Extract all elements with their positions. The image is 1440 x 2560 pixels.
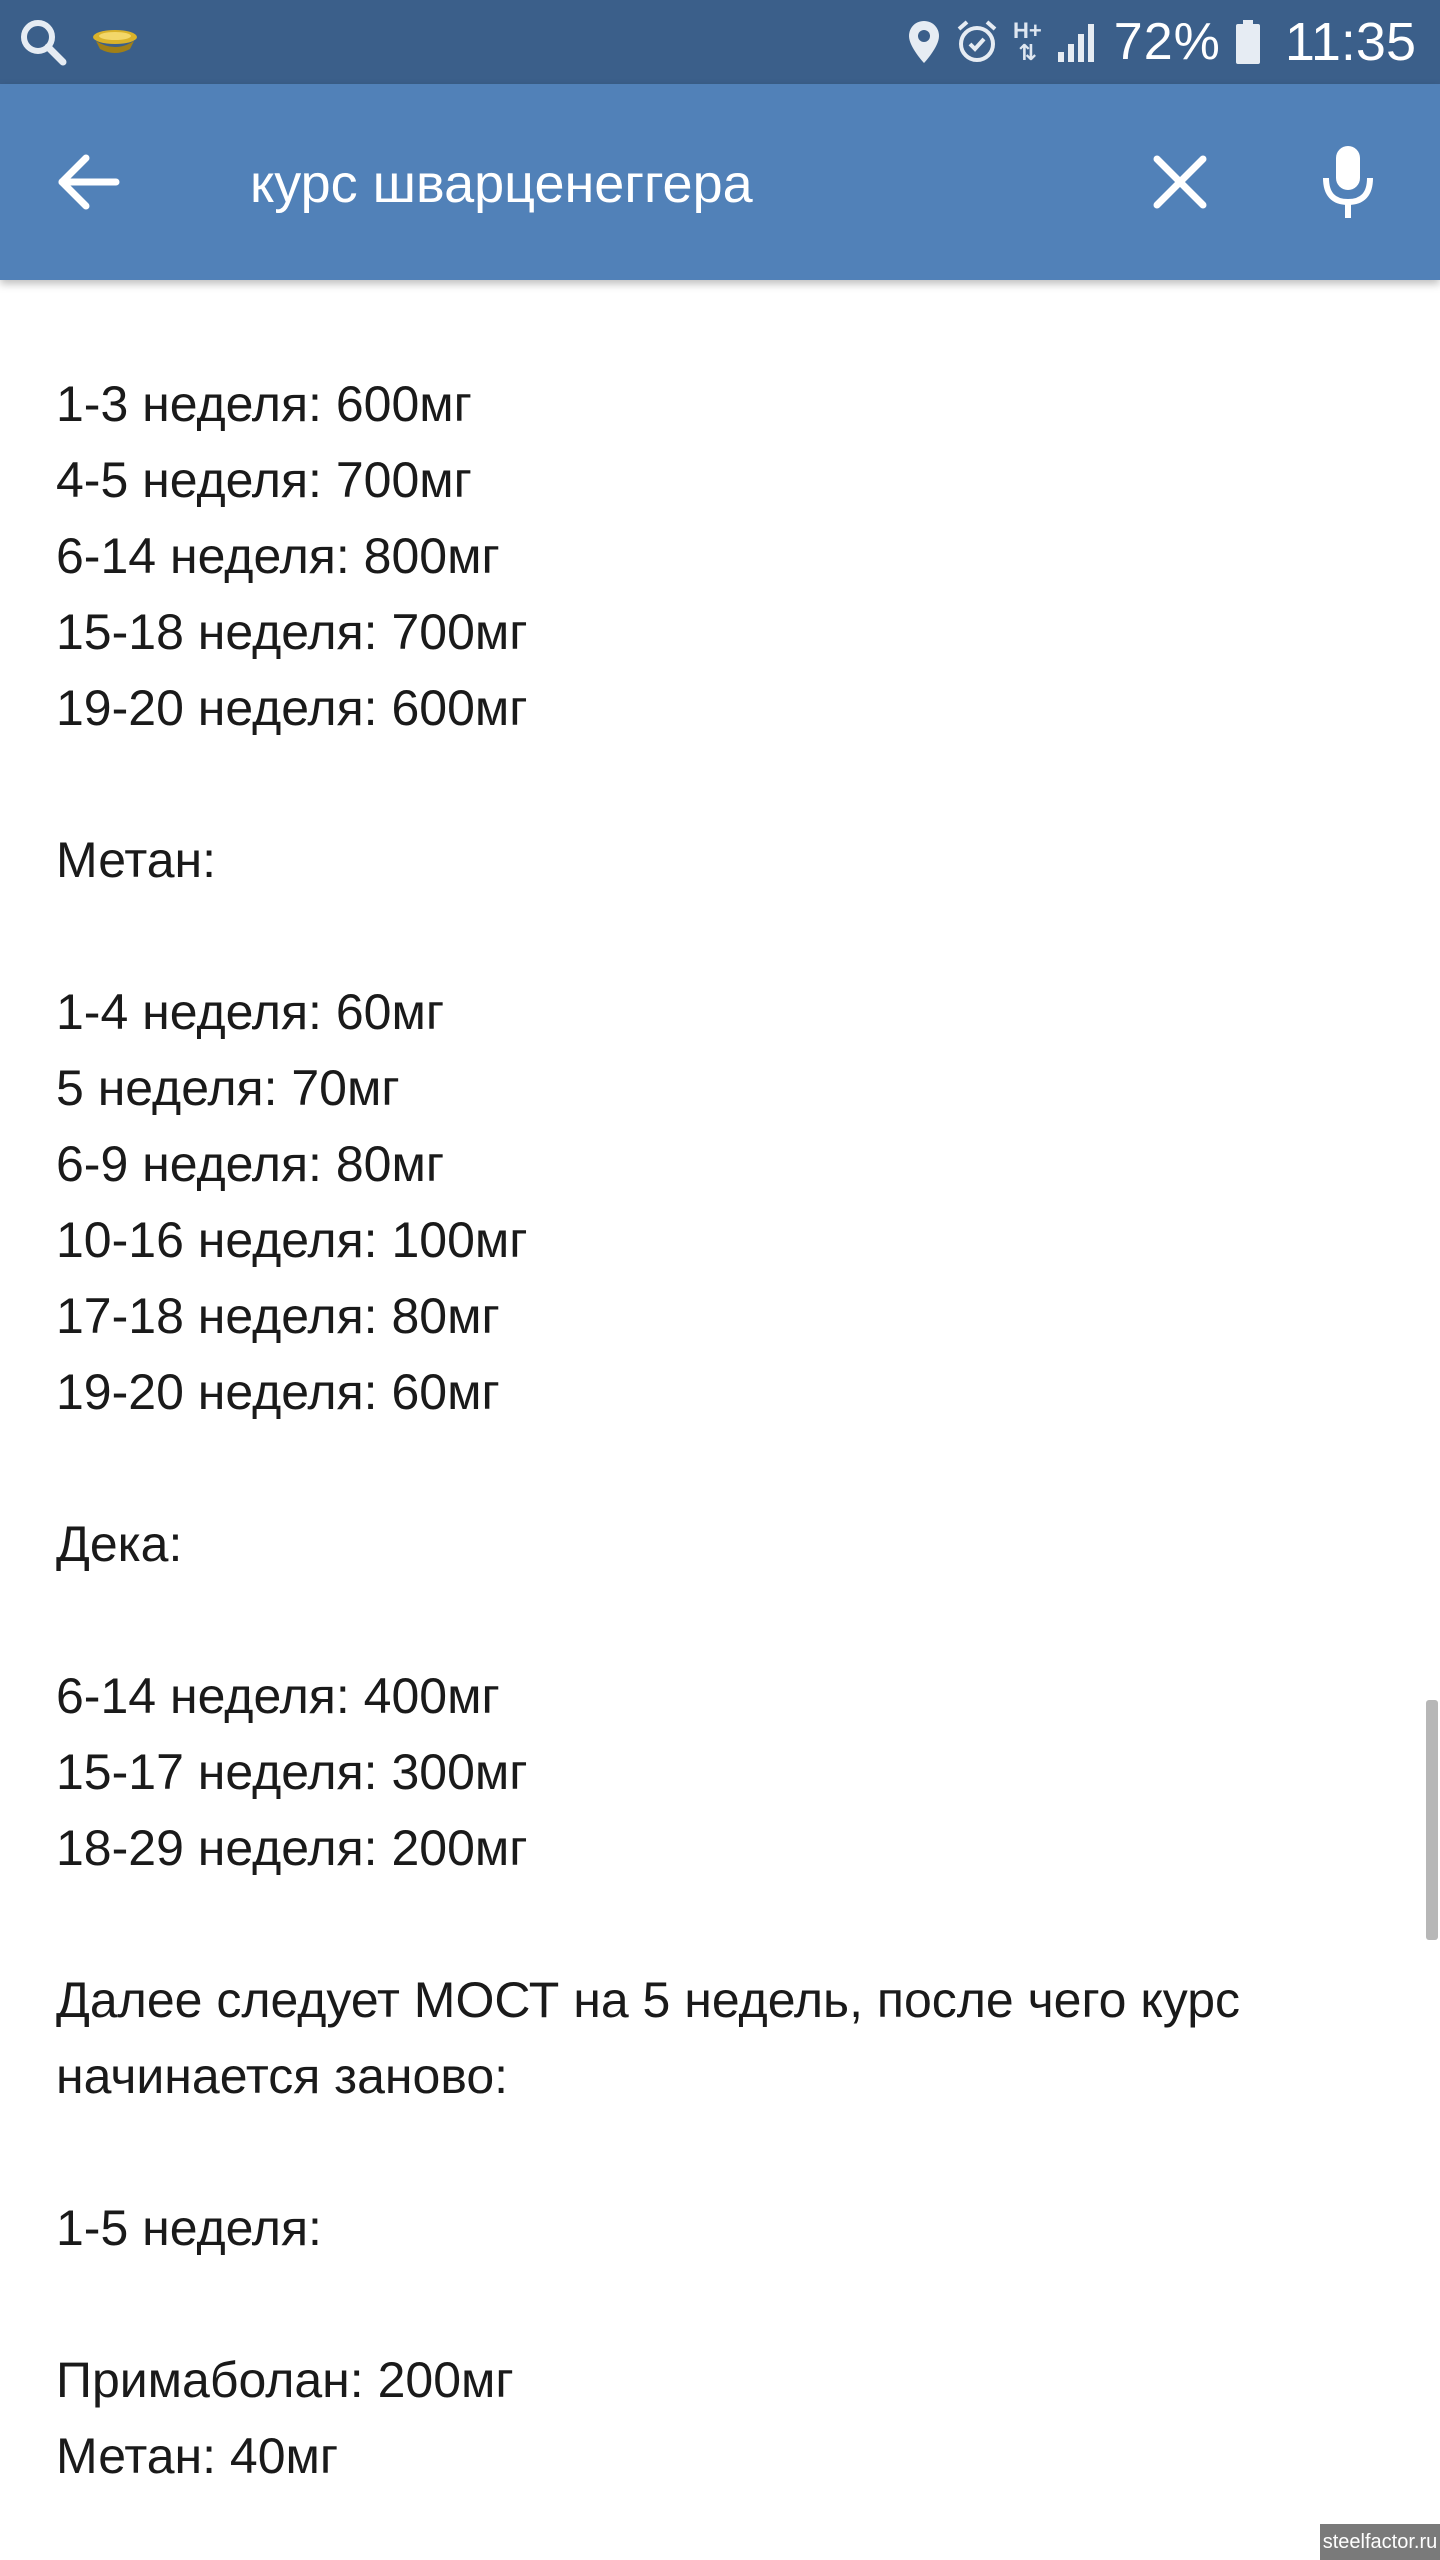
text-line: 1-5 неделя: <box>56 2200 322 2256</box>
battery-icon <box>1235 19 1261 65</box>
signal-icon <box>1056 20 1100 64</box>
text-line: 1-3 неделя: 600мг <box>56 376 472 432</box>
text-line: 15-17 неделя: 300мг <box>56 1744 528 1800</box>
text-line: 6-14 неделя: 400мг <box>56 1668 500 1724</box>
status-bar <box>0 0 1440 84</box>
text-line: 19-20 неделя: 600мг <box>56 680 528 736</box>
network-type-text: H+ <box>1013 18 1042 43</box>
alarm-icon <box>955 19 999 65</box>
text-line: 17-18 неделя: 80мг <box>56 1288 500 1344</box>
text-line: 18-29 неделя: 200мг <box>56 1820 528 1876</box>
text-line: 15-18 неделя: 700мг <box>56 604 528 660</box>
back-arrow-icon[interactable] <box>48 142 128 222</box>
text-line: 6-14 неделя: 800мг <box>56 528 500 584</box>
network-type-indicator <box>1013 20 1042 64</box>
text-line: 4-5 неделя: 700мг <box>56 452 472 508</box>
text-line: Примаболан: 200мг <box>56 2352 514 2408</box>
text-line: 6-9 неделя: 80мг <box>56 1136 445 1192</box>
watermark: steelfactor.ru <box>1320 2524 1440 2560</box>
microphone-icon[interactable] <box>1308 140 1388 226</box>
clock: 11:35 <box>1284 12 1416 72</box>
app-bar <box>0 84 1440 280</box>
location-icon <box>907 19 941 65</box>
status-left <box>18 0 140 84</box>
text-line: 19-20 неделя: 60мг <box>56 1364 500 1420</box>
article-content <box>0 240 1440 2560</box>
text-line: Метан: <box>56 832 217 888</box>
text-line: Далее следует МОСТ на 5 недель, после чего курс <box>56 1972 1241 2028</box>
clear-icon[interactable] <box>1140 142 1220 222</box>
text-line: 10-16 неделя: 100мг <box>56 1212 528 1268</box>
battery-percent: 72% <box>1113 13 1221 71</box>
text-line: Метан: 40мг <box>56 2428 339 2484</box>
status-right <box>907 0 1416 84</box>
text-line: 1-4 неделя: 60мг <box>56 984 445 1040</box>
gold-notification-icon <box>90 27 140 57</box>
search-icon <box>18 17 68 67</box>
text-line: 5 неделя: 70мг <box>56 1060 400 1116</box>
search-input[interactable] <box>250 144 1110 224</box>
data-arrows-icon: ⇅ <box>1018 40 1037 65</box>
text-line: Дека: <box>56 1516 183 1572</box>
scrollbar-thumb[interactable] <box>1426 1700 1438 1940</box>
text-line: начинается заново: <box>56 2048 509 2104</box>
